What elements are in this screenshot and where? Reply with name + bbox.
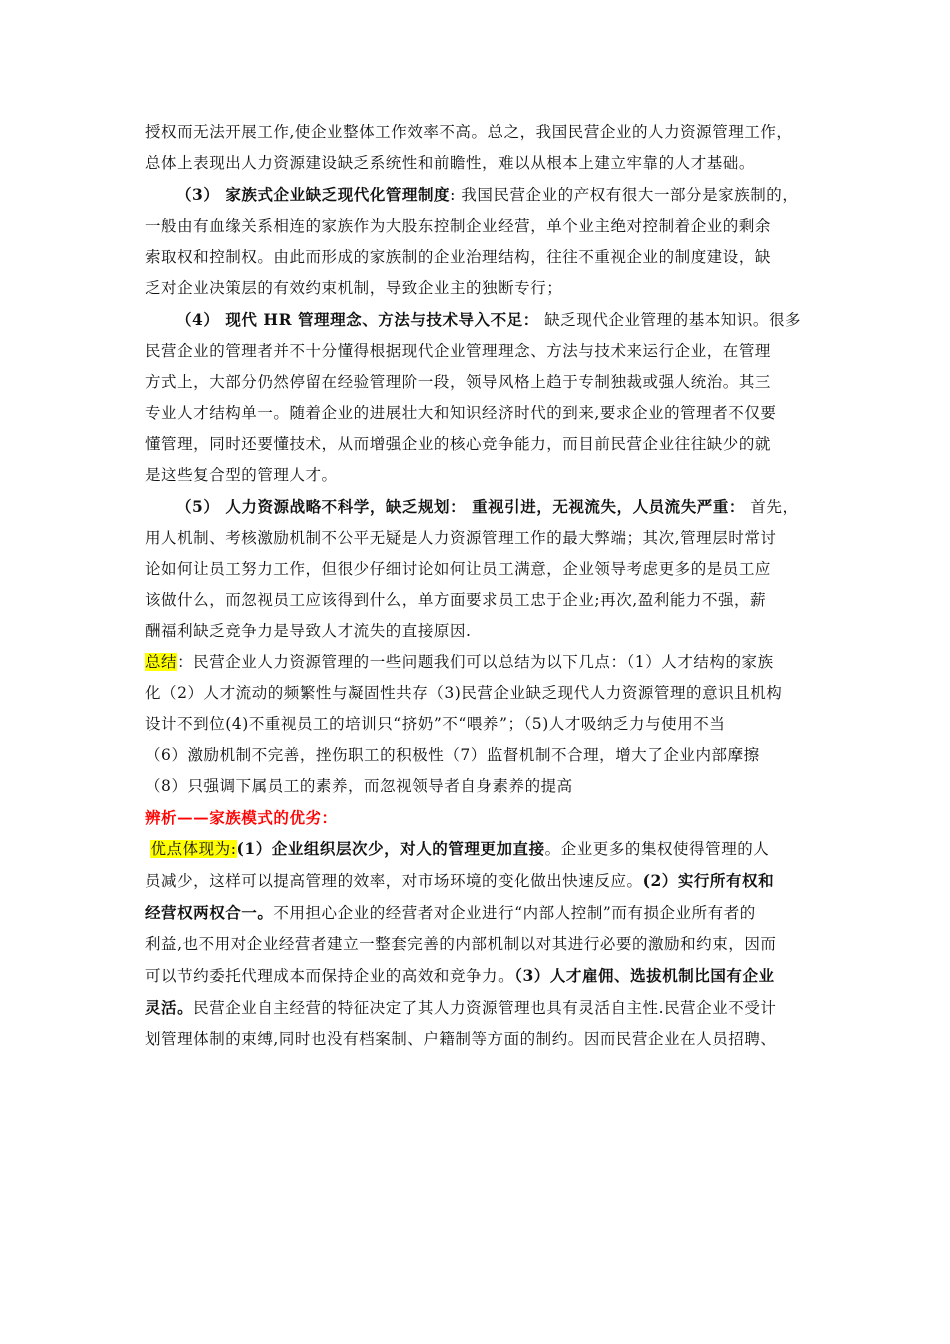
point-3-heading: （3）人才雇佣、选拔机制比国有企业 — [514, 966, 775, 985]
text-line: 酬福利缺乏竞争力是导致人才流失的直接原因. — [145, 622, 472, 640]
text-line — [145, 897, 810, 929]
text-run: 民营企业自主经营的特征决定了其人力资源管理也具有灵活自主性.民营企业不受计 — [193, 999, 777, 1017]
text-line: 用人机制、考核激励机制不公平无疑是人力资源管理工作的最大弊端；其次,管理层时常讨 — [145, 529, 777, 547]
text-line: 设计不到位(4)不重视员工的培训只“挤奶”不“喂养”；（5)人才吸纳乏力与使用不当 — [145, 715, 726, 733]
text-line — [145, 992, 810, 1024]
point-3-heading-cont: 灵活。 — [145, 998, 194, 1017]
text-line: 懂管理，同时还要懂技术，从而增强企业的核心竞争能力，而目前民营企业往往缺少的就 — [145, 435, 771, 453]
paragraph-heading: （4） 现代 HR 管理理念、方法与技术导入不足： — [176, 310, 539, 329]
text-line — [145, 865, 810, 897]
text-run: ：民营企业人力资源管理的一些问题我们可以总结为以下几点：（1）人才结构的家族 — [177, 653, 774, 671]
text-run: 缺乏现代企业管理的基本知识。很多 — [538, 311, 802, 329]
text-line: 该做什么，而忽视员工应该得到什么，单方面要求员工忠于企业;再次,盈利能力不强，薪 — [145, 591, 767, 609]
text-line: 论如何让员工努力工作，但很少仔细讨论如何让员工满意，企业领导考虑更多的是员工应 — [145, 560, 771, 578]
summary-paragraph — [145, 647, 810, 802]
text-line: （6）激励机制不完善，挫伤职工的积极性（7）监督机制不合理，增大了企业内部摩擦 — [145, 746, 760, 764]
paragraph-hr-strategy — [145, 491, 810, 647]
text-line: 乏对企业决策层的有效约束机制，导致企业主的独断专行； — [145, 279, 563, 297]
paragraph-family-management — [145, 179, 810, 304]
text-line: 是这些复合型的管理人才。 — [145, 466, 338, 484]
point-2-heading-cont: 经营权两权合一。 — [145, 903, 274, 922]
text-line — [145, 647, 810, 678]
text-run: 。企业更多的集权使得管理的人 — [544, 840, 770, 858]
text-line: 利益,也不用对企业经营者建立一整套完善的内部机制以对其进行必要的激励和约束，因而 — [145, 935, 777, 953]
text-run: 可以节约委托代理成本而保持企业的高效和竞争力。 — [145, 967, 515, 985]
text-line — [145, 833, 810, 865]
text-line: 授权而无法开展工作,使企业整体工作效率不高。总之，我国民营企业的人力资源管理工作， — [145, 123, 793, 141]
point-2-heading: (2）实行所有权和 — [642, 871, 775, 890]
text-line: 化（2）人才流动的频繁性与凝固性共存（3)民营企业缺乏现代人力资源管理的意识且机构 — [145, 684, 783, 702]
text-run: 员减少，这样可以提高管理的效率，对市场环境的变化做出快速反应。 — [145, 872, 643, 890]
text-line: 专业人才结构单一。随着企业的进展壮大和知识经济时代的到来,要求企业的管理者不仅要 — [145, 404, 777, 422]
text-run: 首先， — [744, 498, 799, 516]
advantages-label: 优点体现为: — [150, 840, 237, 858]
text-line: （8）只强调下属员工的素养，而忽视领导者自身素养的提高 — [145, 777, 573, 795]
text-line — [145, 960, 810, 992]
text-line: 一般由有血缘关系相连的家族作为大股东控制企业经营，单个业主绝对控制着企业的剩余 — [145, 217, 771, 235]
text-line: 索取权和控制权。由此而形成的家族制的企业治理结构，往往不重视企业的制度建设，缺 — [145, 248, 771, 266]
text-line: 总体上表现出人力资源建设缺乏系统性和前瞻性，难以从根本上建立牢靠的人才基础。 — [145, 154, 755, 172]
advantages-paragraph — [145, 833, 810, 1055]
point-1-heading: (1）企业组织层次少，对人的管理更加直接 — [236, 839, 545, 858]
text-run: : 我国民营企业的产权有很大一部分是家族制的， — [450, 186, 799, 204]
text-line: 民营企业的管理者并不十分懂得根据现代企业管理理念、方法与技术来运行企业，在管理 — [145, 342, 771, 360]
paragraph-continuation — [145, 117, 810, 179]
text-line: 划管理体制的束缚,同时也没有档案制、户籍制等方面的制约。因而民营企业在人员招聘、 — [145, 1030, 777, 1048]
analysis-title: 辨析——家族模式的优劣： — [145, 808, 338, 827]
summary-label: 总结 — [145, 653, 178, 671]
paragraph-heading: （3） 家族式企业缺乏现代化管理制度 — [176, 185, 451, 204]
paragraph-hr-concepts — [145, 304, 810, 491]
text-run: 不用担心企业的经营者对企业进行“内部人控制”而有损企业所有者的 — [273, 904, 756, 922]
document-body — [145, 117, 810, 1055]
paragraph-heading: （5） 人力资源战略不科学，缺乏规划： 重视引进，无视流失，人员流失严重： — [176, 497, 745, 516]
text-line: 方式上，大部分仍然停留在经验管理阶一段，领导风格上趋于专制独裁或强人统治。其三 — [145, 373, 771, 391]
